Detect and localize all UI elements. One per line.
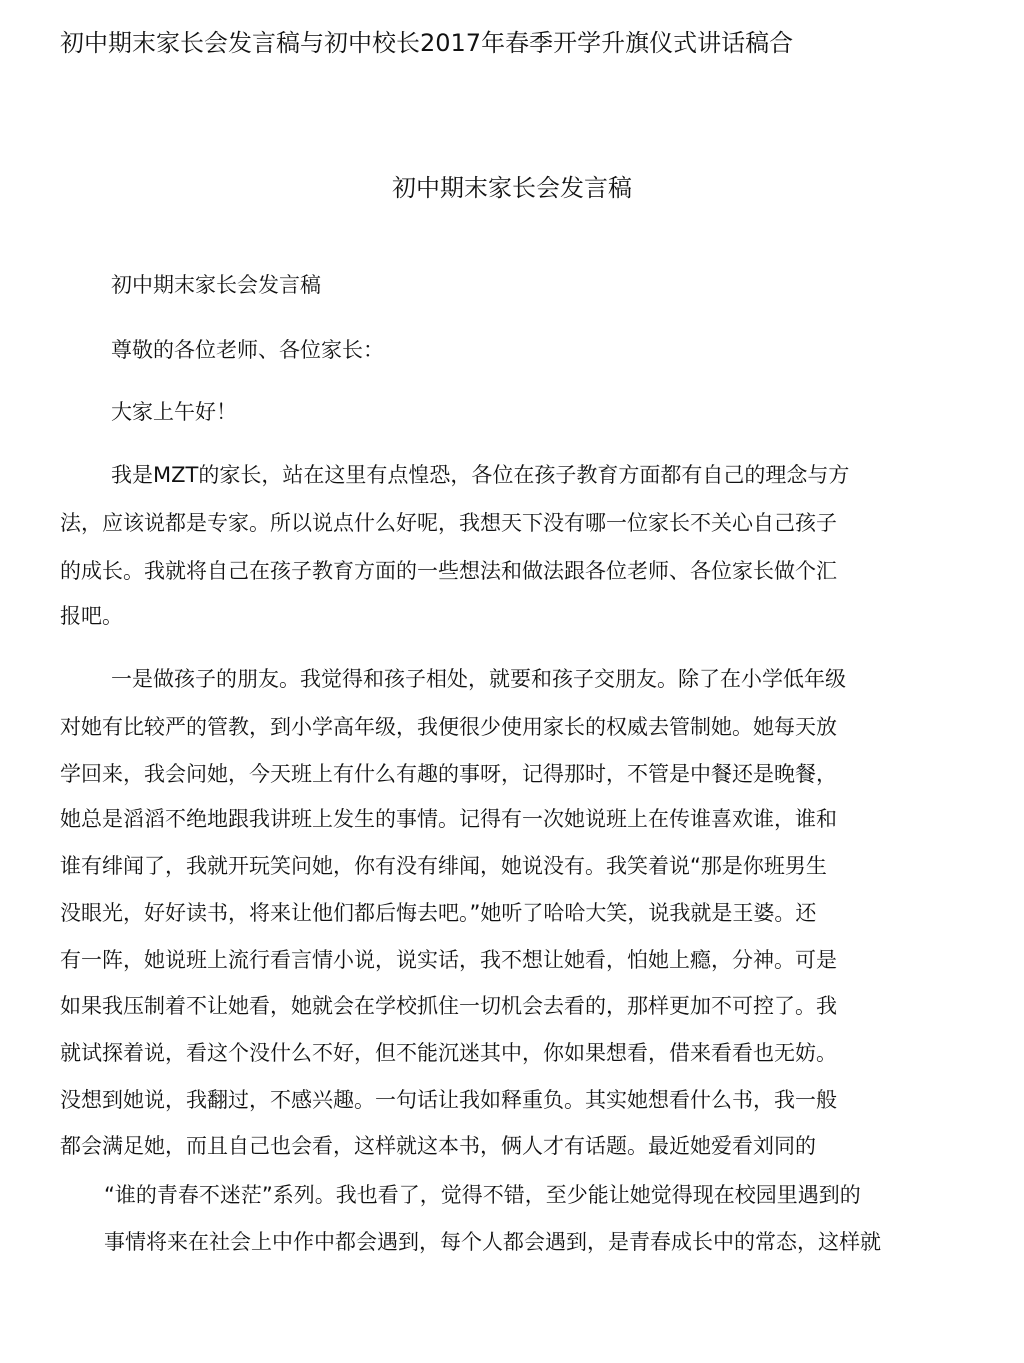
paragraph-2-line-4: 她总是滔滔不绝地跟我讲班上发生的事情。记得有一次她说班上在传谁喜欢谁，谁和 <box>60 807 837 831</box>
document-title: 初中期末家长会发言稿 <box>392 174 632 202</box>
greeting: 大家上午好！ <box>111 400 237 424</box>
paragraph-2-line-7: 有一阵，她说班上流行看言情小说，说实话，我不想让她看，怕她上瘾，分神。可是 <box>60 948 837 972</box>
paragraph-2-line-3: 学回来，我会问她，今天班上有什么有趣的事呀，记得那时，不管是中餐还是晚餐， <box>60 762 837 786</box>
paragraph-2-line-10: 没想到她说，我翻过，不感兴趣。一句话让我如释重负。其实她想看什么书，我一般 <box>60 1088 837 1112</box>
paragraph-2-line-8: 如果我压制着不让她看，她就会在学校抓住一切机会去看的，那样更加不可控了。我 <box>60 994 837 1018</box>
paragraph-1-line-3: 的成长。我就将自己在孩子教育方面的一些想法和做法跟各位老师、各位家长做个汇 <box>60 559 837 583</box>
paragraph-1-line-2: 法，应该说都是专家。所以说点什么好呢，我想天下没有哪一位家长不关心自己孩子 <box>60 511 837 535</box>
paragraph-2-line-5: 谁有绯闻了，我就开玩笑问她，你有没有绯闻，她说没有。我笑着说“那是你班男生 <box>60 854 827 878</box>
paragraph-2-line-13: 事情将来在社会上中作中都会遇到，每个人都会遇到，是青春成长中的常态，这样就 <box>104 1230 881 1254</box>
paragraph-2-line-1: 一是做孩子的朋友。我觉得和孩子相处，就要和孩子交朋友。除了在小学低年级 <box>111 667 846 691</box>
paragraph-2-line-9: 就试探着说，看这个没什么不好，但不能沉迷其中，你如果想看，借来看看也无妨。 <box>60 1041 837 1065</box>
salutation: 尊敬的各位老师、各位家长： <box>111 338 384 362</box>
speech-subtitle: 初中期末家长会发言稿 <box>111 273 321 297</box>
paragraph-2-line-6: 没眼光，好好读书，将来让他们都后悔去吧。”她听了哈哈大笑，说我就是王婆。还 <box>60 901 817 925</box>
paragraph-2-line-12: “谁的青春不迷茫”系列。我也看了，觉得不错，至少能让她觉得现在校园里遇到的 <box>104 1183 861 1207</box>
paragraph-1-line-1: 我是MZT的家长，站在这里有点惶恐，各位在孩子教育方面都有自己的理念与方 <box>111 463 850 487</box>
paragraph-2-line-11: 都会满足她，而且自己也会看，这样就这本书，俩人才有话题。最近她爱看刘同的 <box>60 1134 816 1158</box>
document-header-title: 初中期末家长会发言稿与初中校长2017年春季开学升旗仪式讲话稿合 <box>60 29 794 57</box>
paragraph-1-line-4: 报吧。 <box>60 604 123 628</box>
paragraph-2-line-2: 对她有比较严的管教，到小学高年级，我便很少使用家长的权威去管制她。她每天放 <box>60 715 837 739</box>
